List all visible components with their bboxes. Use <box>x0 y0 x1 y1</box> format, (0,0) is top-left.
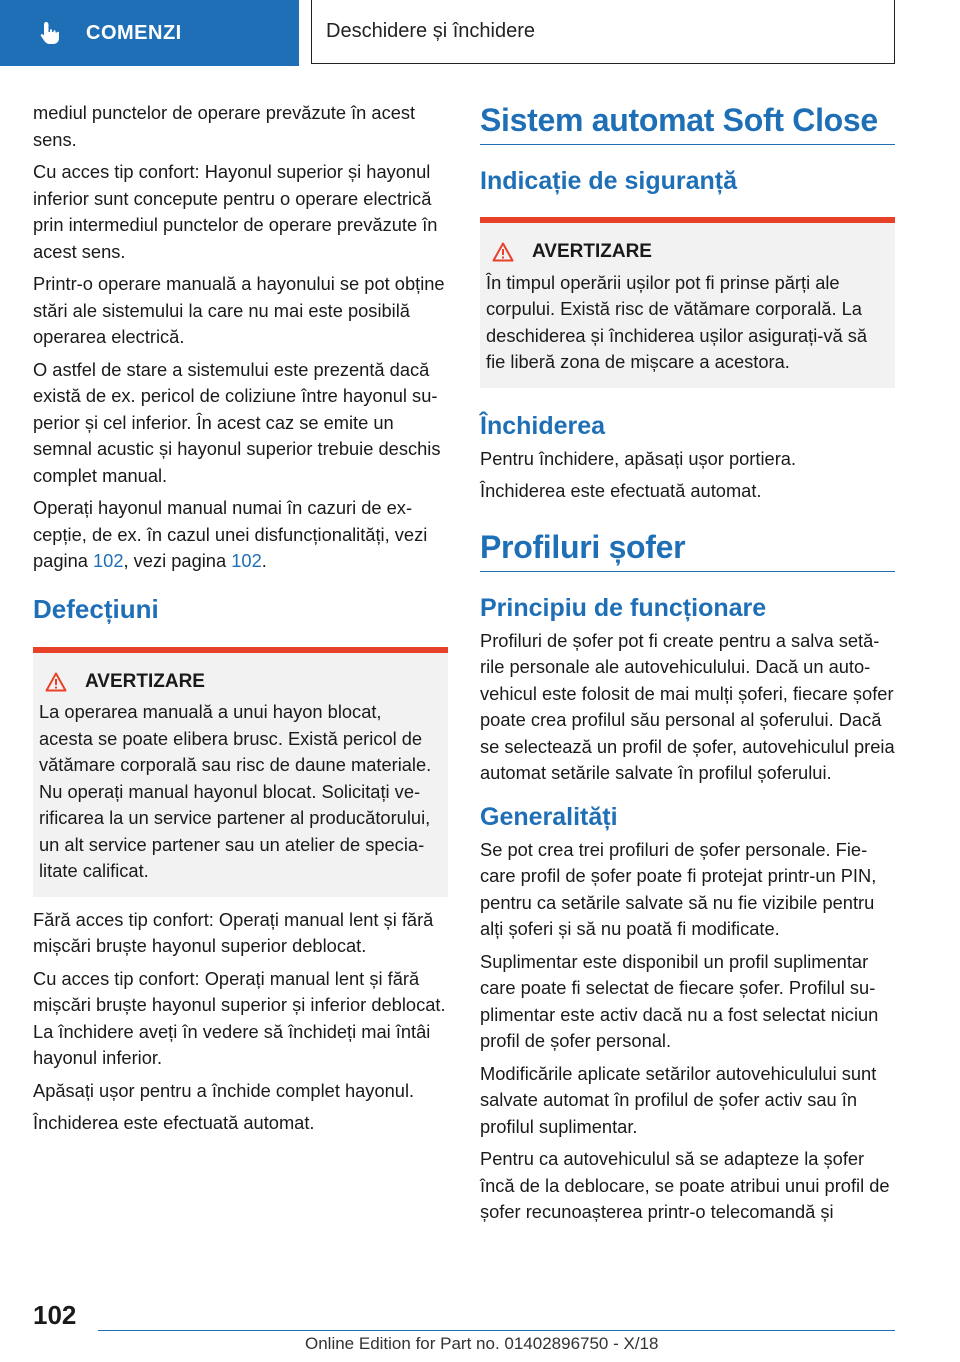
paragraph: Fără acces tip confort: Operați manual lent și fără mișcări bruște hayonul superior deblocat. <box>33 908 434 956</box>
text: . <box>261 550 267 571</box>
tab-label: COMENZI <box>86 21 182 44</box>
hand-pointer-icon <box>38 20 64 46</box>
page-header <box>0 0 960 66</box>
heading-soft-close: Sistem automat Soft Close <box>480 100 895 145</box>
warning-box <box>480 217 895 388</box>
warning-text: În timpul operării ușilor pot fi prinse părți ale corpului. Există risc de vătămare corporală. La deschiderea și închiderea ușilor asigurați-vă să fie liberă zona de mișcare a acestora. <box>486 271 868 372</box>
page-link[interactable]: 102 <box>92 550 124 571</box>
paragraph: Printr-o operare manuală a hayonului se pot obține stări ale sistemului la care nu mai este posibilă operarea electrică. <box>33 273 445 347</box>
section-title: Deschidere și închidere <box>311 0 895 64</box>
page-number: 102 <box>33 1300 77 1330</box>
heading-indicatie: Indicație de siguranță <box>480 167 738 195</box>
paragraph: Pentru ca autovehiculul să se adapteze la șofer încă de la deblocare, se poate atribui unui profil de șofer recunoașterea printr-o telecomandă și <box>480 1148 890 1222</box>
warning-title: AVERTIZARE <box>532 241 652 262</box>
paragraph: Profiluri de șofer pot fi create pentru a salva setările personale ale autovehiculului. Dacă un autovehicul este folosit de mai mulți șoferi, fiecare șofer poate crea profilul său personal al șoferului. Dacă se selectează un profil de șofer, autovehiculul preia automat setările salvate în profilul șoferului. <box>480 629 895 783</box>
paragraph <box>33 495 448 575</box>
paragraph: Apăsați ușor pentru a închide complet hayonul. <box>33 1079 415 1101</box>
paragraph: Pentru închidere, apăsați ușor portiera. <box>480 447 797 469</box>
warning-triangle-icon <box>492 242 514 262</box>
paragraph: Închiderea este efectuată automat. <box>480 480 762 501</box>
warning-text: La operarea manuală a unui hayon blocat, acesta se poate elibera brusc. Există pericol de vătămare corporală sau risc de daune materiale. Nu operați manual hayonul blocat. Solicitați verificarea la un service partener al producătorului, un alt service partener sau un atelier de specialitate calificat. <box>39 701 432 881</box>
left-column <box>33 100 448 1143</box>
heading-inchiderea: Închiderea <box>480 411 606 440</box>
paragraph: Se pot crea trei profiluri de șofer personale. Fiecare profil de șofer poate fi protejat printr-un PIN, pentru ca setările salvate să nu fie vizibile pentru alți șoferi și să nu poată fi modificate. <box>480 838 877 939</box>
paragraph: Suplimentar este disponibil un profil suplimentar care poate fi selectat de fiecare șofer. Profilul suplimentar este activ dacă nu a fost selectat niciun profil de șofer personal. <box>480 950 879 1051</box>
warning-header <box>39 669 440 696</box>
heading-profiluri: Profiluri șofer <box>480 527 895 572</box>
warning-box <box>33 647 448 897</box>
heading-generalitati: Generalități <box>480 802 618 831</box>
warning-title: AVERTIZARE <box>85 670 205 692</box>
text: , vezi pagina <box>123 550 232 571</box>
paragraph: Cu acces tip confort: Hayonul superior și hayonul inferior sunt concepute pentru o operare electrică prin intermediul punctelor de operare prevăzute în acest sens. <box>33 161 438 262</box>
paragraph: mediul punctelor de operare prevăzute în acest sens. <box>33 102 416 150</box>
text: Operați hayonul manual numai în cazuri de excepție, de ex. în cazul unei disfuncționalități, vezi pagina <box>33 497 428 571</box>
right-column <box>480 100 895 1232</box>
heading-defectiuni: Defecțiuni <box>33 593 159 624</box>
paragraph: Închiderea este efectuată automat. <box>33 1112 315 1133</box>
warning-triangle-icon <box>45 672 67 692</box>
footer-divider <box>98 1330 895 1331</box>
heading-principiu: Principiu de funcționare <box>480 593 767 622</box>
paragraph: Cu acces tip confort: Operați manual lent și fără mișcări bruște hayonul superior și inferior deblocat. La închidere aveți în vedere să închideți mai întâi hayonul inferior. <box>33 967 446 1068</box>
footer-edition: Online Edition for Part no. 01402896750 - X/18 <box>305 1334 659 1353</box>
page-link[interactable]: 102 <box>231 550 262 571</box>
warning-header <box>486 239 887 266</box>
tab-comenzi[interactable] <box>0 0 299 66</box>
paragraph: O astfel de stare a sistemului este prezentă dacă există de ex. pericol de coliziune între hayonul superior și cel inferior. În acest caz se emite un semnal acustic și hayonul superior trebuie deschis complet manual. <box>33 358 441 486</box>
paragraph: Modificările aplicate setărilor autovehiculului sunt salvate automat în profilul de șofer activ sau în profilul suplimentar. <box>480 1062 877 1137</box>
